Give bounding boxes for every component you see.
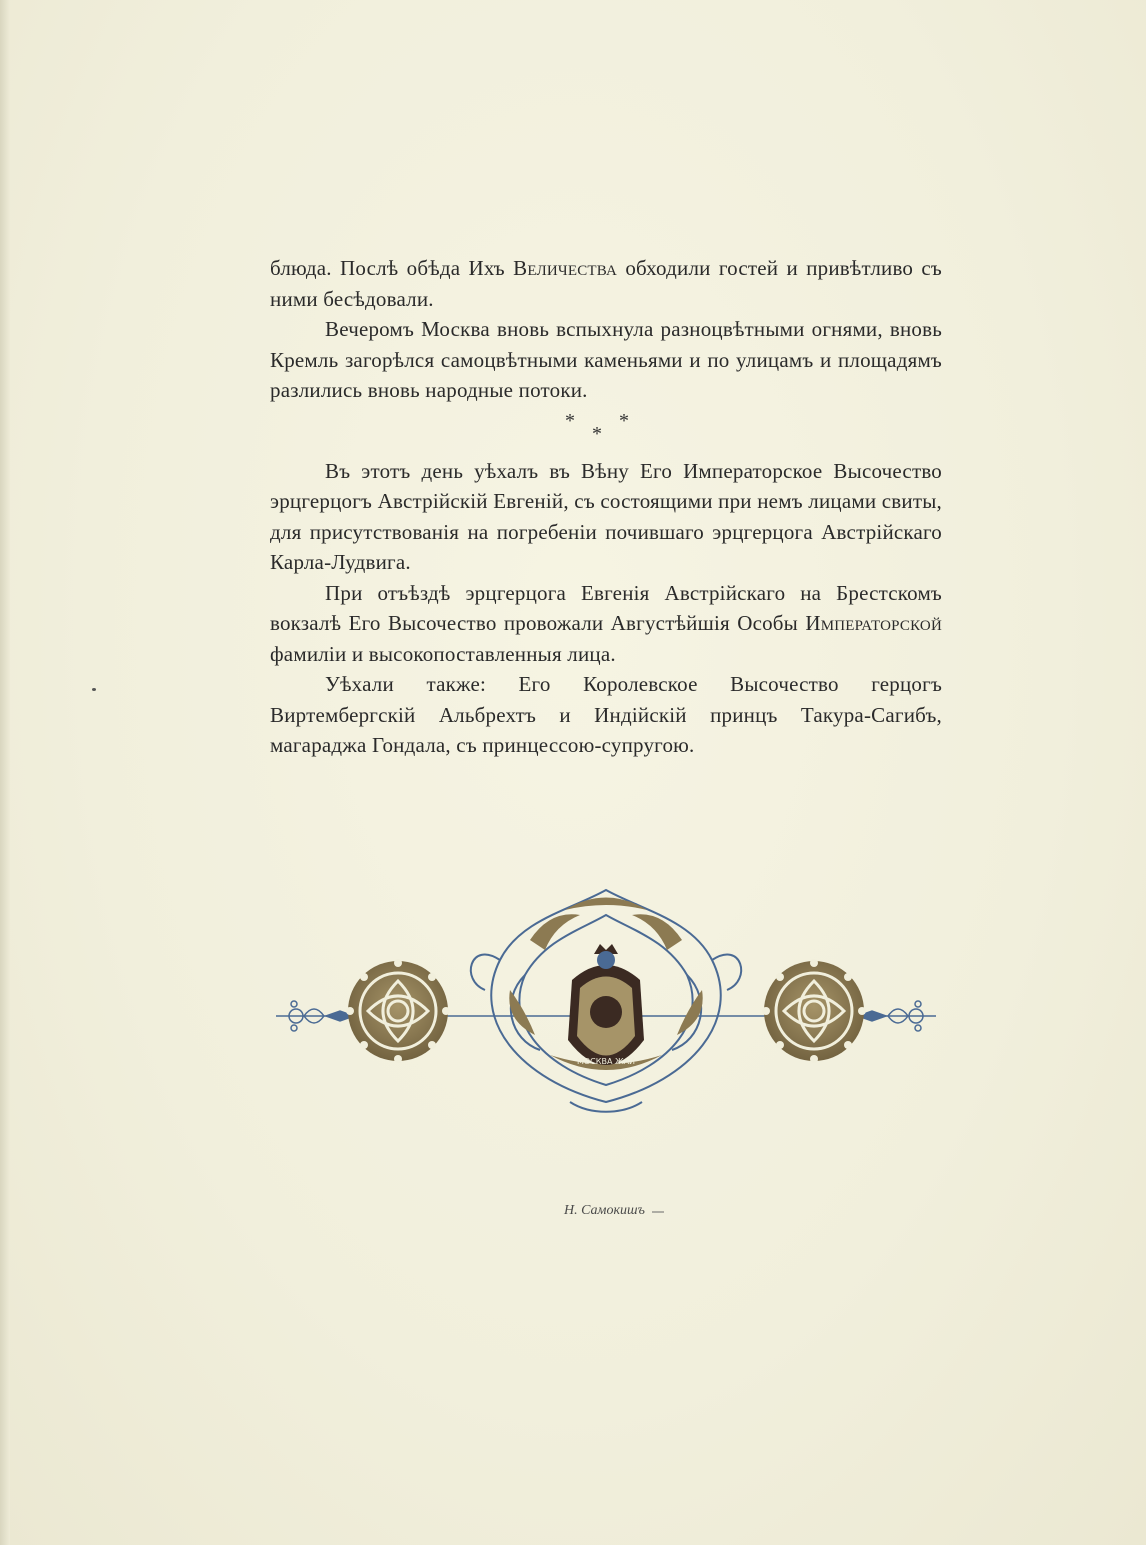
paragraphs-before bbox=[270, 253, 942, 406]
text-segment: Императорской bbox=[805, 611, 942, 635]
text-segment: фамиліи и высокопоставленныя лица. bbox=[270, 641, 616, 666]
section-separator bbox=[270, 406, 942, 456]
separator-star: * bbox=[565, 409, 576, 432]
right-rosette bbox=[762, 959, 866, 1063]
signature-text: Н. Самокишъ bbox=[564, 1203, 645, 1218]
moscow-emblem bbox=[568, 944, 644, 1066]
text-segment: Величества bbox=[513, 256, 618, 280]
left-rosette bbox=[346, 959, 450, 1063]
text-segment: При отъѣздѣ эрцгерцога Евгенія Австрійскаго на Брестскомъ вокзалѣ Его Высочество провожали Августѣйшія Особы bbox=[270, 580, 942, 635]
text-segment: Въ этотъ день уѣхалъ въ Вѣну Его Императорское Высочество эрцгерцогъ Австрійскій Евгеній, съ состоящими при немъ лицами свиты, для присутствованія на погребеніи почившаго эрцгерцога Австрійскаго Карла-Лудвига. bbox=[270, 458, 942, 574]
paper-speck bbox=[92, 688, 96, 691]
text-segment: обходили гостей и привѣтливо съ ними бесѣдовали. bbox=[270, 256, 942, 311]
separator-star: * bbox=[619, 409, 630, 432]
paragraphs-after bbox=[270, 456, 942, 761]
paragraph-p5 bbox=[270, 669, 942, 761]
text-segment: Вечеромъ Москва вновь вспыхнула разноцвѣтными огнями, вновь Кремль загорѣлся самоцвѣтными каменьями и по улицамъ и площадямъ разлились вновь народные потоки. bbox=[270, 317, 942, 402]
artist-signature bbox=[560, 1192, 670, 1224]
paragraph-p3 bbox=[270, 456, 942, 578]
body-text bbox=[270, 253, 942, 761]
separator-star: * bbox=[592, 422, 603, 445]
paragraph-p4 bbox=[270, 578, 942, 670]
decorative-ornament bbox=[270, 880, 942, 1120]
emblem-text: МОСКВА ЖАИ bbox=[576, 1057, 636, 1066]
paragraph-p1 bbox=[270, 253, 942, 314]
text-segment: Уѣхали также: Его Королевское Высочество герцогъ Виртембергскій Альбрехтъ и Индійскій принцъ Такура-Сагибъ, магараджа Гондала, съ принцессою-супругою. bbox=[270, 672, 942, 757]
page-edge bbox=[0, 0, 10, 1545]
text-segment: блюда. Послѣ обѣда Ихъ bbox=[270, 256, 514, 280]
paragraph-p2 bbox=[270, 314, 942, 406]
